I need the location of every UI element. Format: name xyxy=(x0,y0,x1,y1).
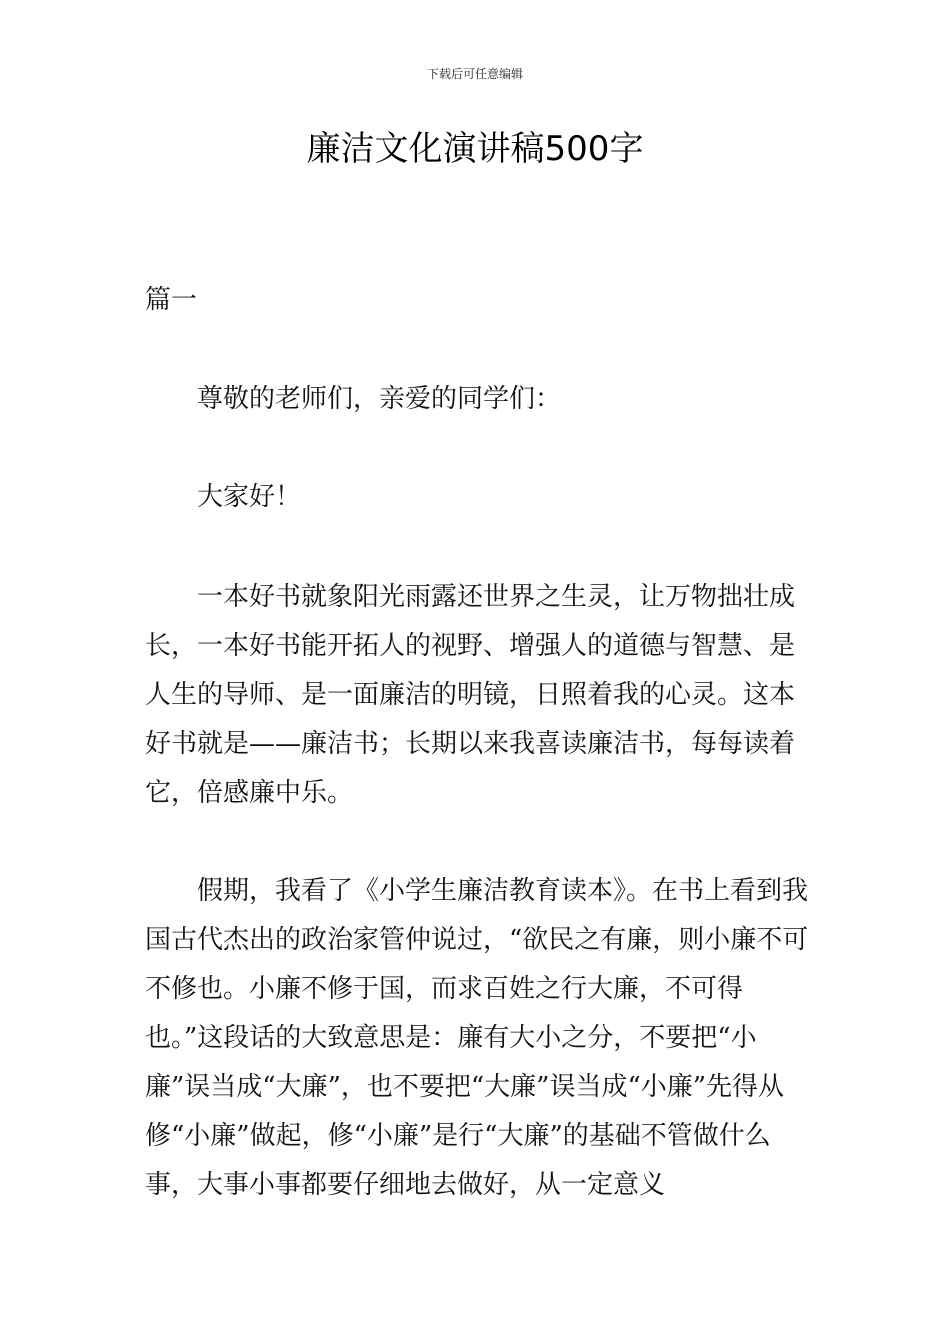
paragraph-body-1: 一本好书就象阳光雨露还世界之生灵，让万物拙壮成长，一本好书能开拓人的视野、增强人的道德与智慧、是人生的导师、是一面廉洁的明镜，日照着我的心灵。这本好书就是——廉洁书；长期以来我喜读廉洁书，每每读着它，倍感廉中乐。 xyxy=(145,582,796,808)
header-note: 下载后可任意编辑 xyxy=(426,67,523,81)
paragraph-salutation: 尊敬的老师们，亲爱的同学们： xyxy=(197,384,562,414)
section-label: 篇一 xyxy=(145,285,198,315)
document-title: 廉洁文化演讲稿500字 xyxy=(306,129,644,169)
paragraph-greeting: 大家好！ xyxy=(197,482,302,512)
paragraph-body-2: 假期，我看了《小学生廉洁教育读本》。在书上看到我国古代杰出的政治家管仲说过，“欲民之有廉，则小廉不可不修也。小廉不修于国，而求百姓之行大廉，不可得也。”这段话的大致意思是：廉有大小之分，不要把“小廉”误当成“大廉”，也不要把“大廉”误当成“小廉”先得从修“小廉”做起，修“小廉”是行“大廉”的基础不管做什么事，大事小事都要仔细地去做好，从一定意义 xyxy=(145,876,809,1200)
